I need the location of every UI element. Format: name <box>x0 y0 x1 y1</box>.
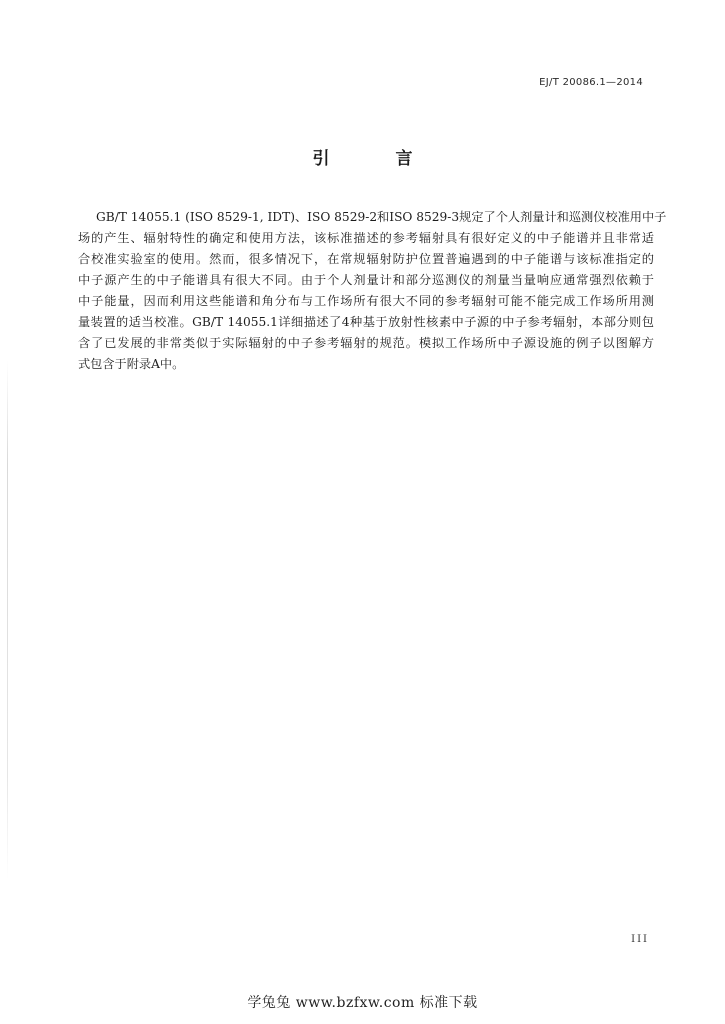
page-title: 引 言 <box>312 149 443 169</box>
paragraph-line: GB/T 14055.1 (ISO 8529-1, IDT)、ISO 8529-2和ISO 8529-3规定了个人剂量计和巡测仪校准用中子 <box>96 210 667 224</box>
paragraph-line: 式包含于附录A中。 <box>78 357 185 371</box>
paragraph-line: 中子源产生的中子能谱具有很大不同。由于个人剂量计和部分巡测仪的剂量当量响应通常强烈依赖于 <box>78 273 654 287</box>
paragraph-line: 合校准实验室的使用。然而，很多情况下，在常规辐射防护位置普遍遇到的中子能谱与该标准指定的 <box>78 252 654 266</box>
document-code: EJ/T 20086.1—2014 <box>539 77 643 88</box>
paragraph-line: 场的产生、辐射特性的确定和使用方法，该标准描述的参考辐射具有很好定义的中子能谱并且非常适 <box>78 231 654 245</box>
paragraph-line: 量装置的适当校准。GB/T 14055.1详细描述了4种基于放射性核素中子源的中子参考辐射，本部分则包 <box>78 315 654 329</box>
paragraph-line: 含了已发展的非常类似于实际辐射的中子参考辐射的规范。模拟工作场所中子源设施的例子以图解方 <box>78 336 654 350</box>
watermark-text: 学兔兔 www.bzfxw.com 标准下载 <box>247 995 478 1011</box>
body-paragraph <box>78 207 667 375</box>
paragraph-line: 中子能量，因而利用这些能谱和角分布与工作场所有很大不同的参考辐射可能不能完成工作场所用测 <box>78 294 654 308</box>
scan-edge <box>7 360 8 880</box>
page-number: III <box>631 934 649 945</box>
